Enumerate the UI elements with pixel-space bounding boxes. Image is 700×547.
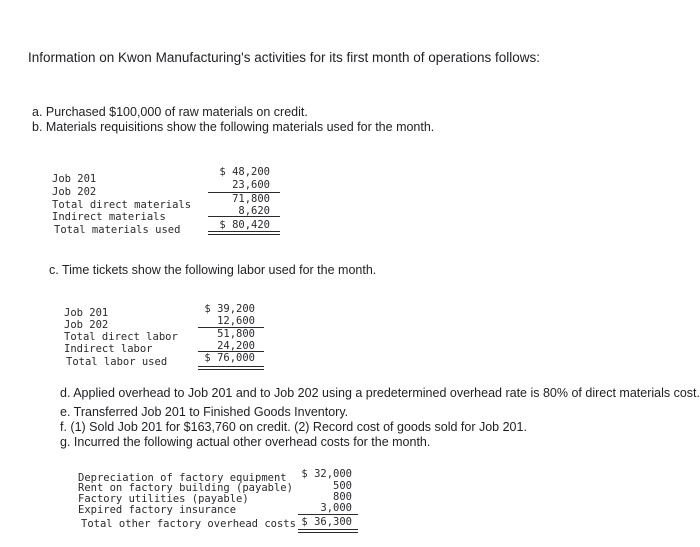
labor-row-label: Job 201 xyxy=(64,307,109,319)
overhead-row-value: 500 xyxy=(333,480,352,492)
overhead-row-value: $ 32,000 xyxy=(301,468,352,480)
materials-row-value: 23,600 xyxy=(232,179,270,191)
overhead-row-value: 3,000 xyxy=(320,502,352,514)
overhead-row-label: Factory utilities (payable) xyxy=(78,493,249,505)
labor-row-value: $ 76,000 xyxy=(204,352,255,364)
item-a: a. Purchased $100,000 of raw materials on credit. xyxy=(32,105,308,119)
underline-rule xyxy=(208,216,280,217)
labor-row-value: $ 39,200 xyxy=(204,303,255,315)
intro-text: Information on Kwon Manufacturing's activities for its first month of operations follows: xyxy=(28,50,541,65)
overhead-row-label: Expired factory insurance xyxy=(78,504,237,516)
materials-row-label: Total direct materials xyxy=(52,199,192,211)
materials-row-label: Total materials used xyxy=(54,224,181,236)
labor-row-label: Job 202 xyxy=(64,319,109,331)
underline-rule xyxy=(298,514,358,515)
item-g: g. Incurred the following actual other overhead costs for the month. xyxy=(60,435,431,449)
labor-row-value: 51,800 xyxy=(217,328,255,340)
materials-row-label: Job 202 xyxy=(52,186,97,198)
item-e: e. Transferred Job 201 to Finished Goods Inventory. xyxy=(60,405,349,419)
labor-row-label: Indirect labor xyxy=(64,343,153,355)
materials-row-label: Indirect materials xyxy=(52,211,166,223)
item-f: f. (1) Sold Job 201 for $163,760 on credit. (2) Record cost of goods sold for Job 201. xyxy=(60,420,527,434)
overhead-row-value: 800 xyxy=(333,491,352,503)
overhead-row-label: Total other factory overhead costs xyxy=(81,518,296,530)
double-underline-rule xyxy=(298,529,358,533)
materials-row-value: 8,620 xyxy=(238,205,270,217)
item-b: b. Materials requisitions show the following materials used for the month. xyxy=(32,120,435,134)
overhead-row-label: Rent on factory building (payable) xyxy=(78,482,293,494)
overhead-row-label: Depreciation of factory equipment xyxy=(78,472,287,484)
double-underline-rule xyxy=(208,231,280,235)
double-underline-rule xyxy=(198,366,264,370)
materials-row-value: 71,800 xyxy=(232,193,270,205)
labor-row-value: 24,200 xyxy=(217,340,255,352)
item-d: d. Applied overhead to Job 201 and to Job 202 using a predetermined overhead rate is 80% of direct materials cost. xyxy=(60,386,700,400)
item-c: c. Time tickets show the following labor used for the month. xyxy=(49,263,377,277)
materials-row-value: $ 48,200 xyxy=(219,166,270,178)
materials-row-value: $ 80,420 xyxy=(219,219,270,231)
labor-row-label: Total labor used xyxy=(66,356,168,368)
materials-row-label: Job 201 xyxy=(52,173,97,185)
overhead-row-value: $ 36,300 xyxy=(301,516,352,528)
labor-row-value: 12,600 xyxy=(217,315,255,327)
labor-row-label: Total direct labor xyxy=(64,331,178,343)
